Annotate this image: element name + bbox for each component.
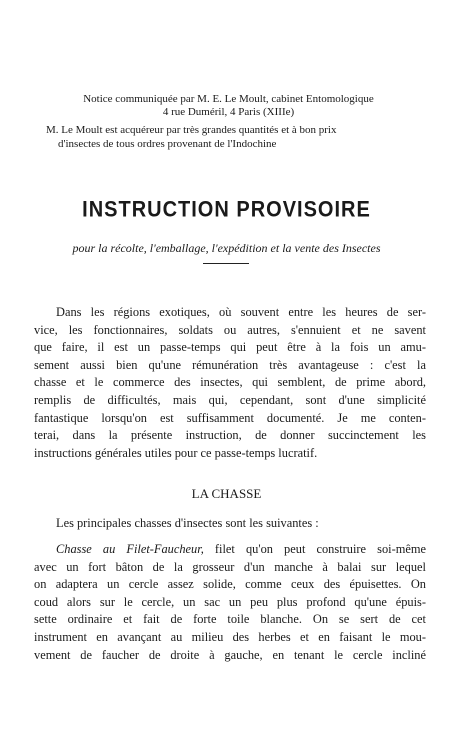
chasse-first-line-rest: filet qu'on peut construire soi-même [203, 542, 426, 556]
intro-line: instructions générales utiles pour ce passe-temps lucratif. [34, 445, 318, 460]
page-subtitle: pour la récolte, l'emballage, l'expédition et la vente des Insectes [72, 241, 381, 255]
intro-line: remplis de difficultés, mais qui, cependant, sont d'une simplicité [34, 392, 426, 407]
intro-line: vice, les fonctionnaires, soldats ou autres, s'ennuient et ne savent [34, 322, 426, 337]
chasse-line: sette ordinaire et fait de forte toile blanche. On se sert de cet [34, 612, 426, 627]
intro-line: sement aussi bien qu'une rémunération très avantageuse : c'est la [34, 357, 426, 372]
section-title: LA CHASSE [191, 486, 262, 501]
chasse-paragraph [34, 541, 426, 664]
header-paragraph-line-2: d'insectes de tous ordres provenant de l'Indochine [58, 138, 277, 150]
intro-line: que faire, il est un passe-temps qui peut être à la fois un amu- [34, 340, 426, 355]
intro-line: Dans les régions exotiques, où souvent entre les heures de ser- [56, 305, 426, 319]
chasse-first-line [34, 541, 426, 559]
notice-text-2: 4 rue Duméril, 4 Paris (XIIIe) [162, 106, 295, 118]
header-paragraph-line-1: M. Le Moult est acquéreur par très grandes quantités et à bon prix [46, 124, 337, 136]
chasse-line: avec un fort bâton de la grosseur d'un manche à balai sur lequel [34, 559, 426, 574]
notice-line-1 [36, 92, 421, 106]
chasse-line: on adaptera un cercle assez solide, comme ceux des épuisettes. On [34, 577, 426, 592]
intro-line: fantastique lorsqu'on est suffisamment documenté. Je me conten- [34, 410, 426, 425]
intro-line: terai, dans la présente instruction, de donner succinctement les [34, 428, 426, 443]
chasse-line: coud alors sur le cercle, un sac un peu plus profond qu'une épuis- [34, 594, 426, 609]
section-intro [34, 515, 426, 533]
chasse-term: Chasse au Filet-Faucheur, [56, 542, 204, 556]
section-intro-line: Les principales chasses d'insectes sont les suivantes : [56, 516, 319, 530]
chasse-line: vement de faucher de droite à gauche, en tenant le cercle incliné [34, 647, 426, 662]
notice-text-1: Notice communiquée par M. E. Le Moult, cabinet Entomologique [83, 93, 374, 105]
title-rule [203, 263, 249, 264]
header-paragraph [36, 123, 426, 151]
page-title: INSTRUCTION PROVISOIRE [82, 197, 371, 223]
chasse-line: instrument en avançant au milieu des herbes et en faisant le mou- [34, 629, 426, 644]
notice-line-2 [36, 105, 421, 119]
intro-paragraph [34, 304, 426, 462]
intro-line: chasse et le commerce des insectes, qui semblent, de prime abord, [34, 375, 426, 390]
